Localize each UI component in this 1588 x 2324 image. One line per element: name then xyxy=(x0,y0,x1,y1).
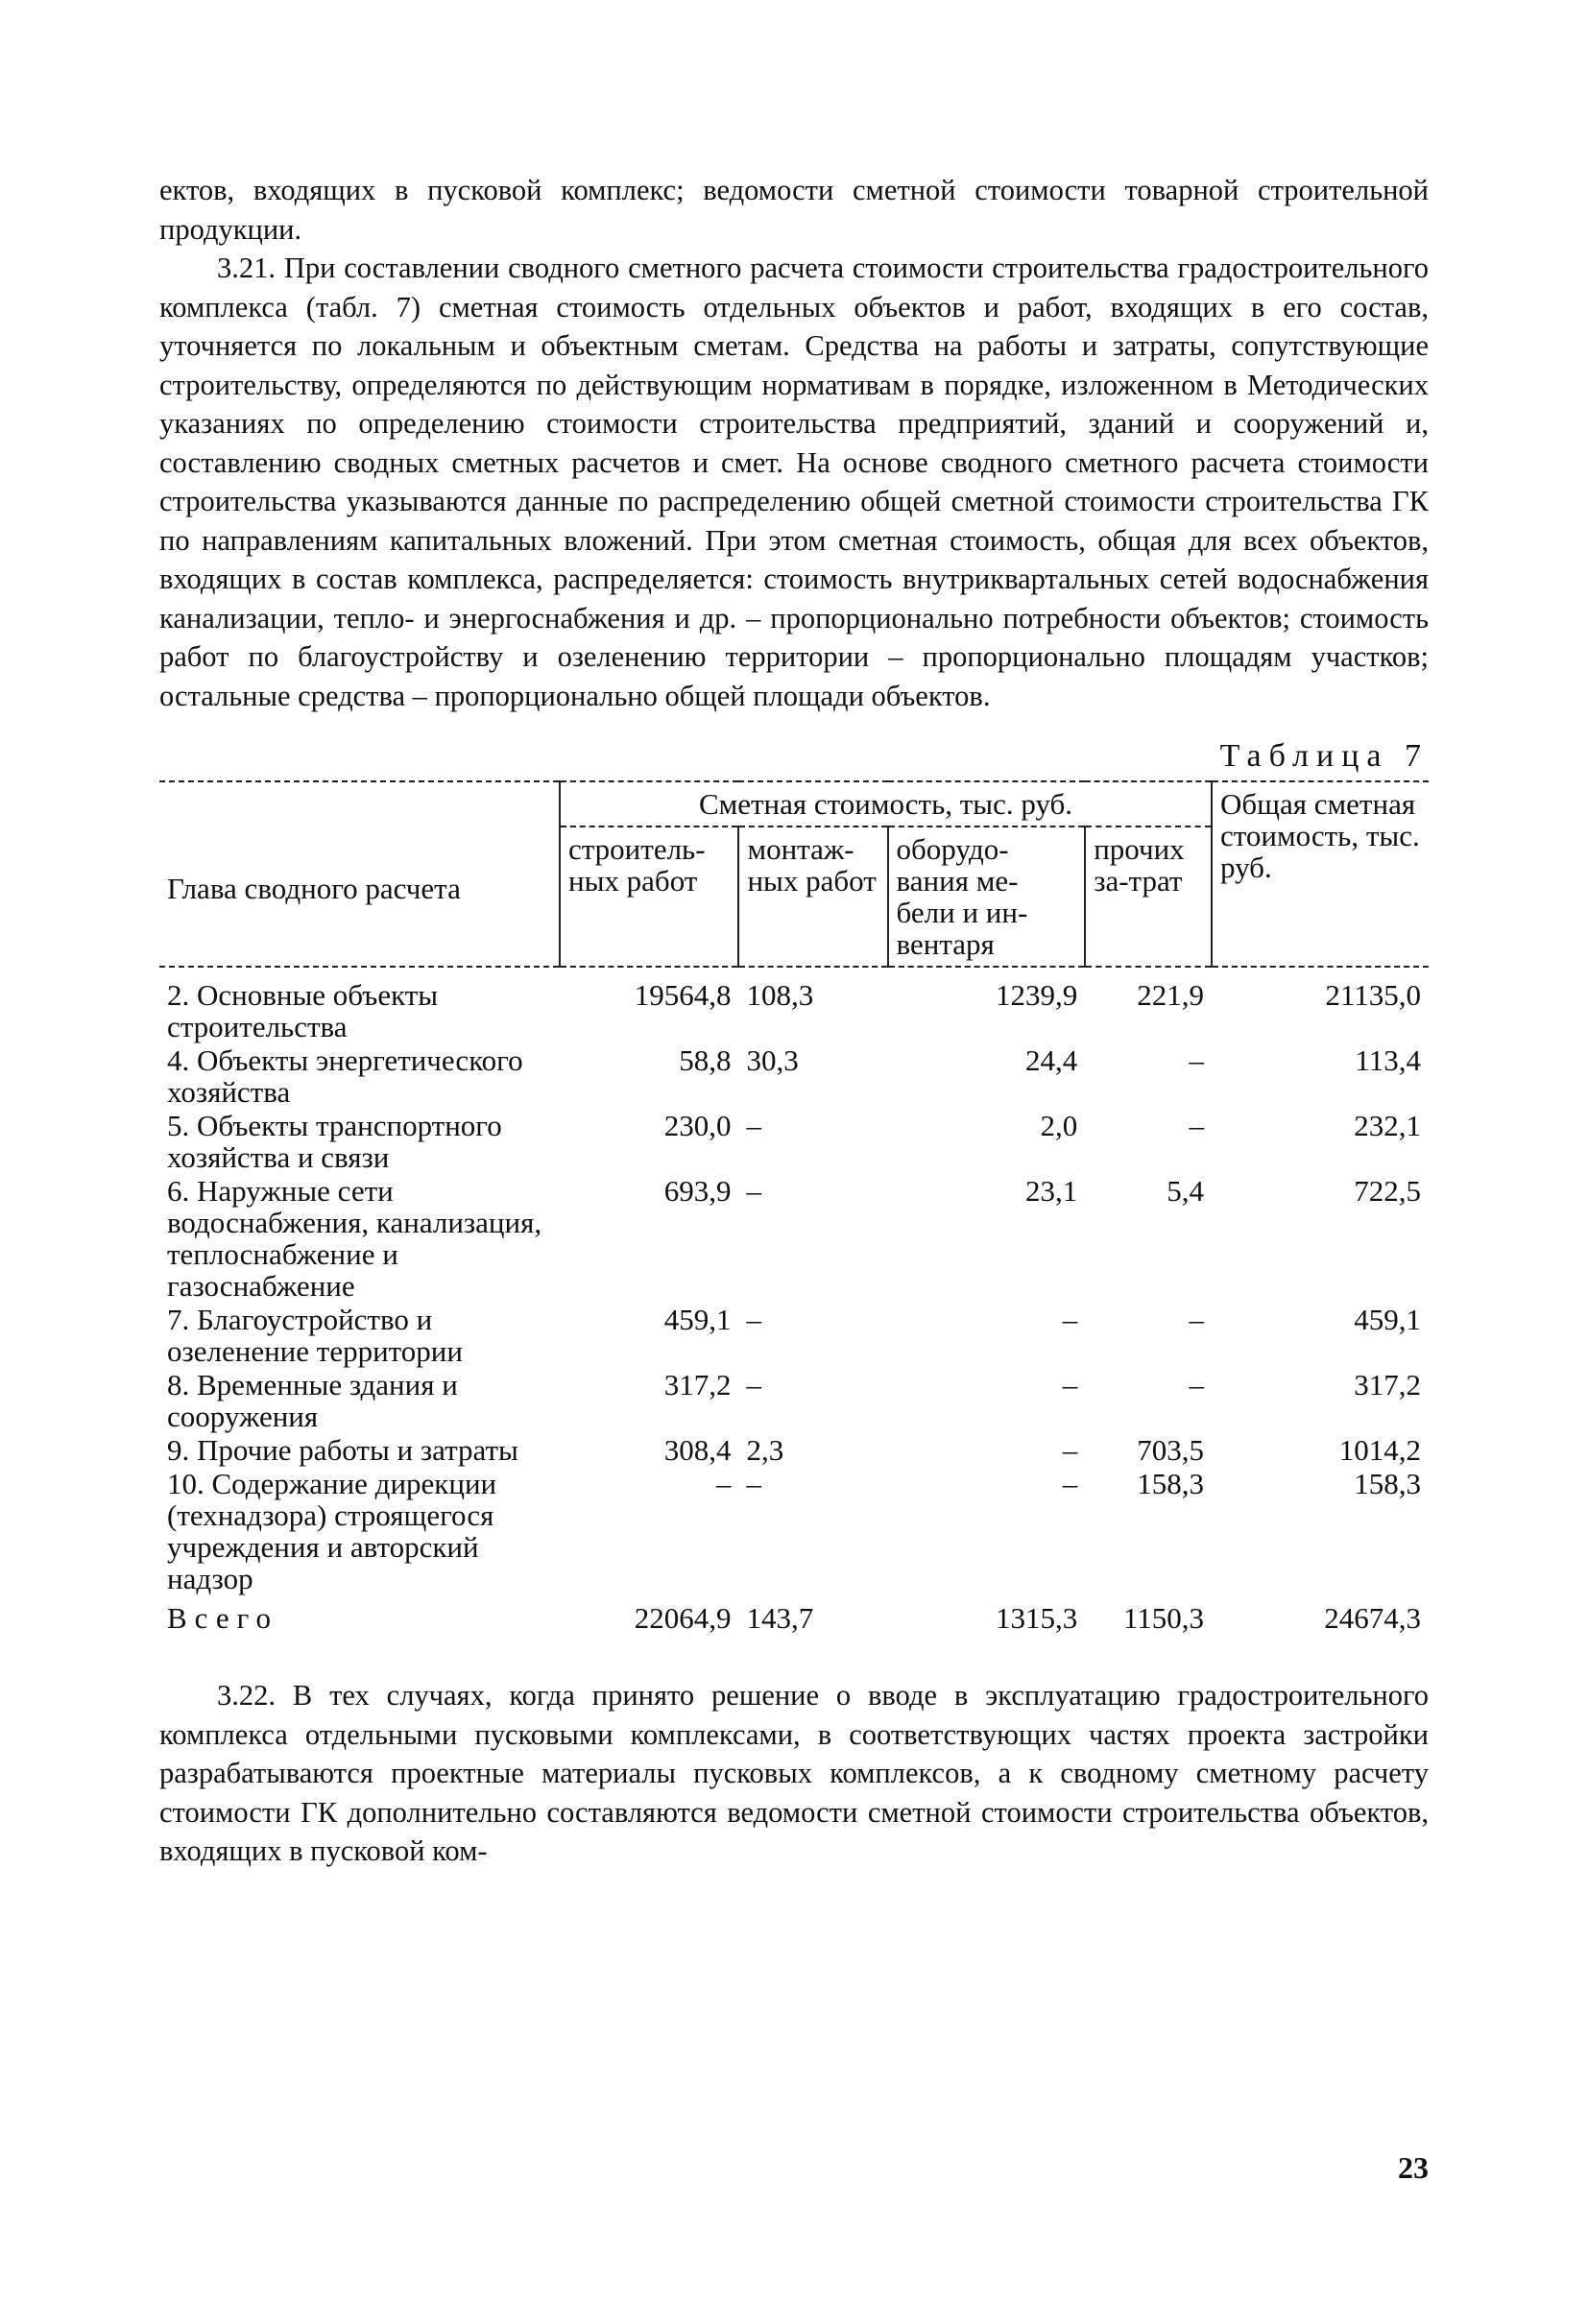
total-row xyxy=(159,1596,1429,1636)
cell-installation: 2,3 xyxy=(746,1433,784,1467)
row-label: 6. Наружные сети водоснабжения, канализация, теплоснабжение и газоснабжение xyxy=(167,1174,542,1303)
cell-equipment: – xyxy=(1062,1467,1078,1500)
cell-construction: 230,0 xyxy=(663,1109,732,1142)
cell-other: – xyxy=(1189,1043,1204,1077)
cell-total: 317,2 xyxy=(1354,1368,1421,1402)
cell-construction: 693,9 xyxy=(663,1174,732,1208)
cell-total: 232,1 xyxy=(1354,1109,1421,1142)
header-total-cost: Общая сметная стоимость, тыс. руб. xyxy=(1212,781,1429,967)
cell-construction: 19564,8 xyxy=(634,978,732,1012)
paragraph-continuation: ектов, входящих в пусковой комплекс; ведомости сметной стоимости товарной строительной продукции. xyxy=(159,174,1429,246)
table-row xyxy=(159,967,1429,1044)
cell-construction: 308,4 xyxy=(663,1433,732,1467)
cell-other: – xyxy=(1189,1109,1204,1142)
cell-construction: 317,2 xyxy=(663,1368,732,1402)
table-row xyxy=(159,1434,1429,1468)
total-sum: 24674,3 xyxy=(1324,1601,1421,1635)
row-label: 9. Прочие работы и затраты xyxy=(167,1433,518,1467)
cell-total: 113,4 xyxy=(1355,1043,1421,1077)
total-construction: 22064,9 xyxy=(634,1601,732,1635)
header-chapter: Глава сводного расчета xyxy=(167,872,461,905)
page-number: 23 xyxy=(1398,2150,1429,2185)
cell-total: 1014,2 xyxy=(1338,1433,1421,1467)
cell-other: 221,9 xyxy=(1137,978,1204,1012)
cell-total: 722,5 xyxy=(1354,1174,1421,1208)
cell-equipment: 1239,9 xyxy=(995,978,1078,1012)
cell-equipment: – xyxy=(1062,1433,1078,1467)
table-row xyxy=(159,1175,1429,1304)
cell-installation: – xyxy=(746,1368,761,1402)
cell-installation: – xyxy=(746,1174,761,1208)
cell-total: 158,3 xyxy=(1354,1467,1421,1500)
cell-construction: 58,8 xyxy=(679,1043,732,1077)
cell-equipment: – xyxy=(1062,1303,1078,1336)
row-label: 5. Объекты транспортного хозяйства и связи xyxy=(167,1109,502,1174)
total-equipment: 1315,3 xyxy=(995,1601,1078,1635)
row-label: 10. Содержание дирекции (технадзора) строящегося учреждения и авторский надзор xyxy=(167,1467,497,1595)
row-label: 2. Основные объекты строительства xyxy=(167,978,439,1043)
cell-installation: – xyxy=(746,1109,761,1142)
estimate-table xyxy=(159,780,1429,1636)
cell-installation: – xyxy=(746,1303,761,1336)
table-row xyxy=(159,1044,1429,1110)
cell-total: 459,1 xyxy=(1354,1303,1421,1336)
document-page xyxy=(159,171,1429,1871)
header-installation-works: монтаж-ных работ xyxy=(738,827,887,967)
header-equipment: оборудо-вания ме-бели и ин-вентаря xyxy=(888,827,1086,967)
cell-equipment: 2,0 xyxy=(1040,1109,1078,1142)
row-label: 8. Временные здания и сооружения xyxy=(167,1368,458,1433)
cell-equipment: 23,1 xyxy=(1024,1174,1078,1208)
cell-equipment: 24,4 xyxy=(1024,1043,1078,1077)
cell-other: – xyxy=(1189,1368,1204,1402)
cell-construction: 459,1 xyxy=(663,1303,732,1336)
cell-total: 21135,0 xyxy=(1325,978,1421,1012)
cell-installation: 30,3 xyxy=(746,1043,799,1077)
total-other: 1150,3 xyxy=(1122,1601,1204,1635)
table-caption: Таблица 7 xyxy=(1219,738,1429,774)
cell-other: 5,4 xyxy=(1167,1174,1204,1208)
header-other-costs: прочих за-трат xyxy=(1085,827,1212,967)
table-row xyxy=(159,1304,1429,1369)
header-estimated-cost-group: Сметная стоимость, тыс. руб. xyxy=(560,781,1212,827)
total-label: Всего xyxy=(167,1601,279,1635)
paragraph-3-22: 3.22. В тех случаях, когда принято решение о вводе в эксплуатацию градостроительного комплекса отдельными пусковыми комплексами, в соответствующих частях проекта застройки разрабатываются проектные материалы пусковых комплексов, а к сводному сметному расчету стоимости ГК дополнительно составляются ведомости сметной стоимости строительства объектов, входящих в пусковой ком- xyxy=(159,1679,1429,1867)
row-label: 7. Благоустройство и озеленение территории xyxy=(167,1303,463,1368)
total-installation: 143,7 xyxy=(746,1601,814,1635)
cell-other: 703,5 xyxy=(1137,1433,1204,1467)
cell-other: – xyxy=(1189,1303,1204,1336)
cell-construction: – xyxy=(715,1467,732,1500)
cell-equipment: – xyxy=(1062,1368,1078,1402)
table-row xyxy=(159,1468,1429,1596)
cell-installation: – xyxy=(746,1467,761,1500)
cell-installation: 108,3 xyxy=(746,978,814,1012)
cell-other: 158,3 xyxy=(1137,1467,1204,1500)
table-row xyxy=(159,1369,1429,1434)
row-label: 4. Объекты энергетического хозяйства xyxy=(167,1043,523,1109)
table-row xyxy=(159,1110,1429,1175)
header-construction-works: строитель-ных работ xyxy=(560,827,738,967)
paragraph-3-21: 3.21. При составлении сводного сметного расчета стоимости строительства градостроительного комплекса (табл. 7) сметная стоимость отдельных объектов и работ, входящих в его состав, уточняется по локальным и объектным сметам. Средства на работы и затраты, сопутствующие строительству, определяются по действующим нормативам в порядке, изложенном в Методических указаниях по определению стоимости строительства предприятий, зданий и сооружений и, составлению сводных сметных расчетов и смет. На основе сводного сметного расчета стоимости строительства указываются данные по распределению общей сметной стоимости строительства ГК по направлениям капитальных вложений. При этом сметная стоимость, общая для всех объектов, входящих в состав комплекса, распределяется: стоимость внутриквартальных сетей водоснабжения канализации, тепло- и энергоснабжения и др. – пропорционально потребности объектов; стоимость работ по благоустройству и озеленению территории – пропорционально площадям участков; остальные средства – пропорционально общей площади объектов. xyxy=(159,252,1429,712)
